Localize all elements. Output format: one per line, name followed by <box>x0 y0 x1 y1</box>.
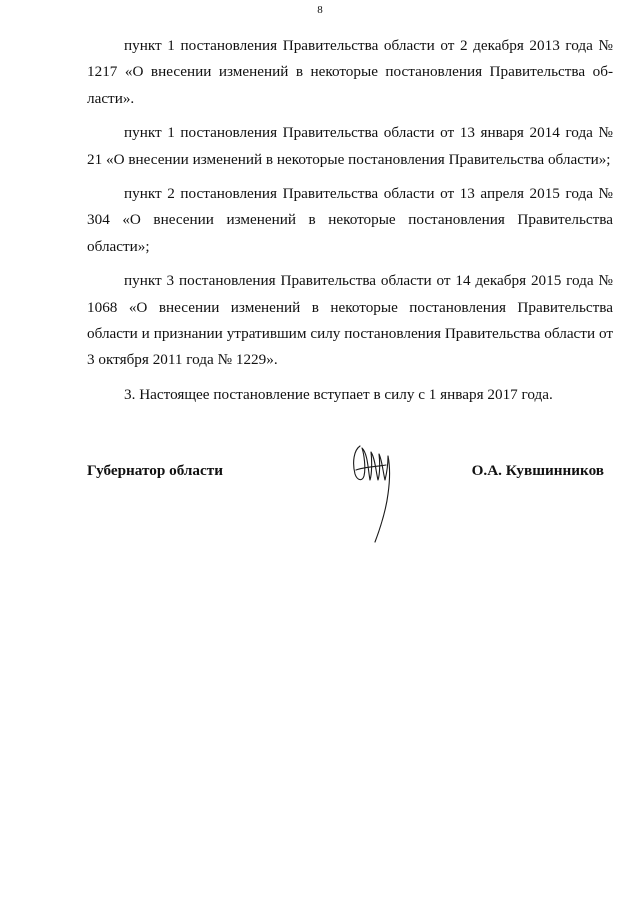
paragraph-5: 3. Настоящее постановление вступает в силу с 1 января 2017 года. <box>124 385 553 403</box>
paragraph-2: пункт 1 постановления Правительства области от 13 января 2014 года № 21 «О внесении изменений в некоторые постановления Правительства области»; <box>87 124 613 168</box>
paragraph-4: пункт 3 постановления Правительства области от 14 декабря 2015 года № 1068 «О внесении изменений в некоторые постановления Правительства области и признании утратившим силу постановления Правительства области от 3 октября 2011 года № 1229». <box>87 272 613 369</box>
paragraph-3: пункт 2 постановления Правительства области от 13 апреля 2015 года № 304 «О внесении изменений в некоторые постановления Правительства области»; <box>87 185 613 255</box>
paragraph-1: пункт 1 постановления Правительства области от 2 декабря 2013 года № 1217 «О внесении изменений в некоторые постановления Правительства области». <box>87 37 613 107</box>
signatory-title: Губернатор области <box>87 462 223 479</box>
handwritten-signature-icon <box>348 440 398 545</box>
document-body <box>87 33 613 408</box>
signatory-name: О.А. Кувшинников <box>471 462 604 479</box>
page-number: 8 <box>317 4 323 16</box>
